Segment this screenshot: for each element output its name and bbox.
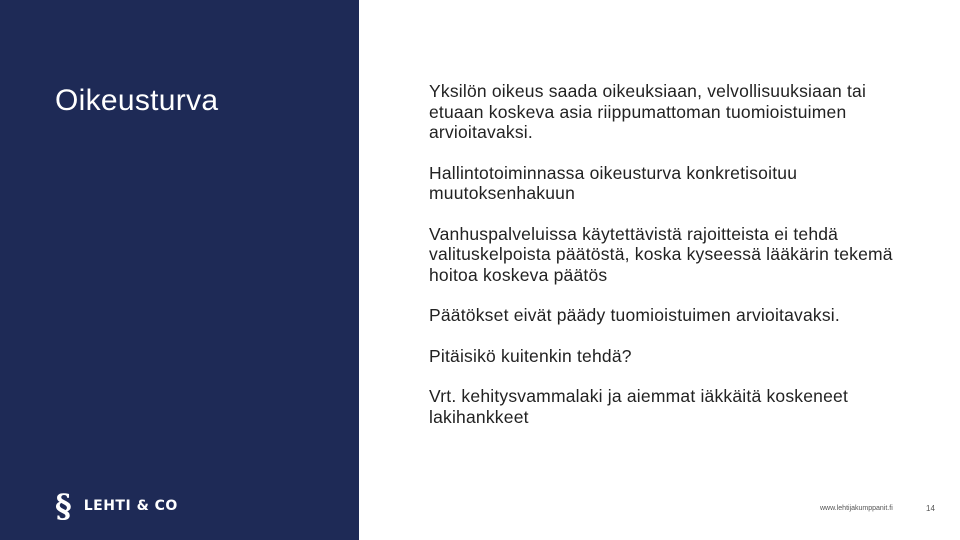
slide-body [429, 81, 899, 447]
section-sign-icon: § [55, 487, 72, 525]
title-panel [0, 0, 359, 540]
logo-text: LEHTI & CO [83, 498, 178, 514]
paragraph-2: Hallintotoiminnassa oikeusturva konkretisoituu muutoksenhakuun [429, 162, 798, 203]
paragraph-3: Vanhuspalveluissa käytettävistä rajoitteista ei tehdä valituskelpoista päätöstä, koska kyseessä lääkärin tekemä hoitoa koskeva päätös [429, 223, 893, 285]
company-logo [55, 487, 178, 525]
paragraph-4: Päätökset eivät päädy tuomioistuimen arvioitavaksi. [429, 305, 840, 325]
paragraph-5: Pitäisikö kuitenkin tehdä? [429, 345, 632, 366]
paragraph-6: Vrt. kehitysvammalaki ja aiemmat iäkkäitä koskeneet lakihankkeet [429, 386, 849, 427]
paragraph-1: Yksilön oikeus saada oikeuksiaan, velvollisuuksiaan tai etuaan koskeva asia riippumattoman tuomioistuimen arvioitavaksi. [429, 81, 867, 142]
slide-title: Oikeusturva [55, 84, 219, 117]
page-number: 14 [926, 504, 935, 513]
footer-url: www.lehtijakumppanit.fi [820, 505, 893, 512]
